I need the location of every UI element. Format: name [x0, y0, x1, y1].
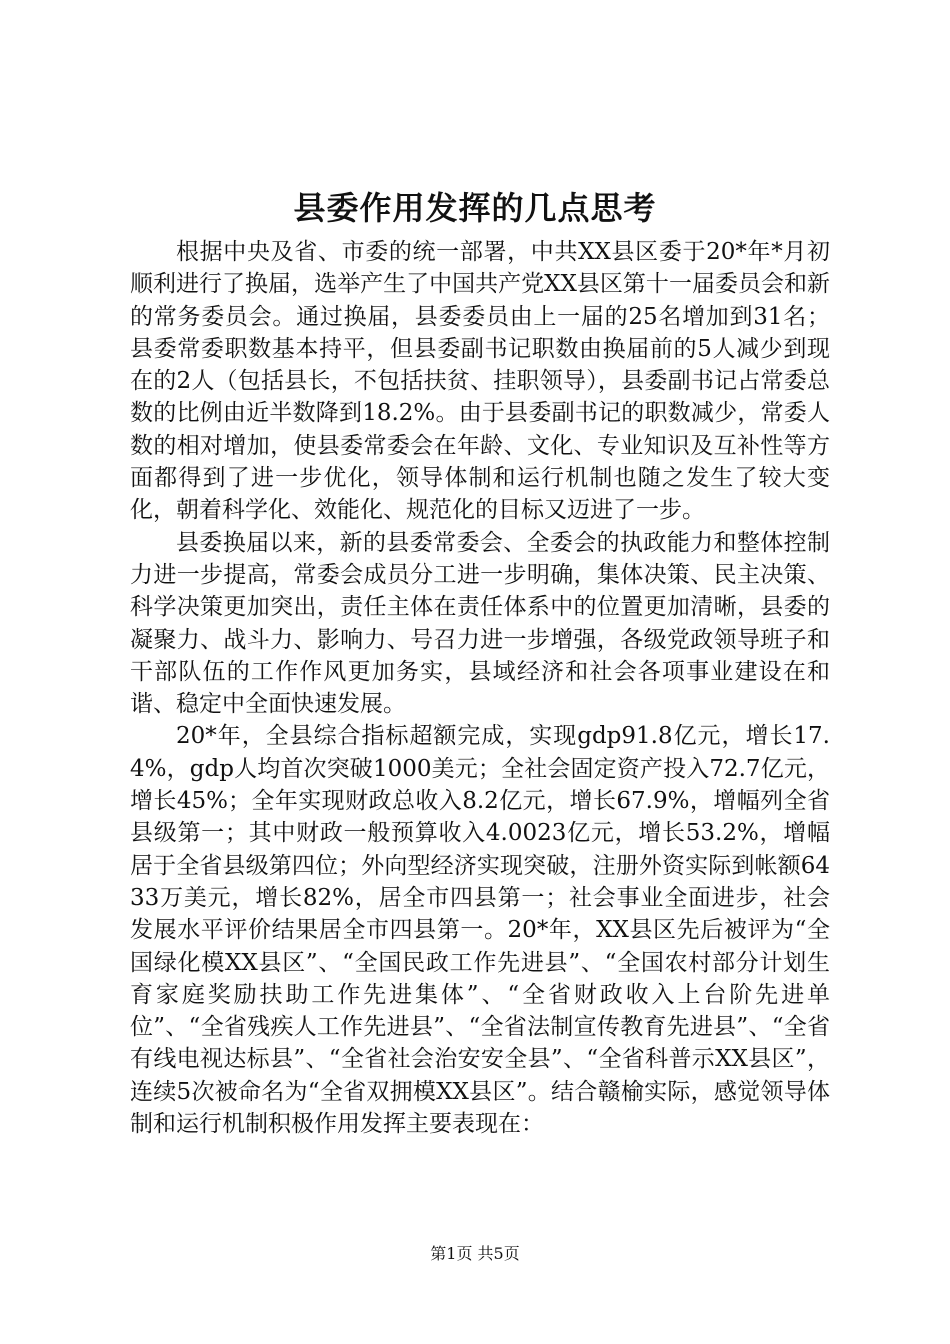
paragraph-3: 20*年，全县综合指标超额完成，实现gdp91.8亿元，增长17.4%，gdp人均首次突破1000美元；全社会固定资产投入72.7亿元，增长45%；全年实现财政总收入8.2亿元，增长67.9%，增幅列全省县级第一；其中财政一般预算收入4.0023亿元，增长53.2%，增幅居于全省县级第四位；外向型经济实现突破，注册外资实际到帐额6433万美元，增长82%，居全市四县第一；社会事业全面进步，社会发展水平评价结果居全市四县第一。20*年，XX县区先后被评为“全国绿化模XX县区”、“全国民政工作先进县”、“全国农村部分计划生育家庭奖励扶助工作先进集体”、“全省财政收入上台阶先进单位”、“全省残疾人工作先进县”、“全省法制宣传教育先进县”、“全省有线电视达标县”、“全省社会治安安全县”、“全省科普示XX县区”，连续5次被命名为“全省双拥模XX县区”。结合赣榆实际，感觉领导体制和运行机制积极作用发挥主要表现在：: [130, 723, 830, 1138]
paragraph-2: 县委换届以来，新的县委常委会、全委会的执政能力和整体控制力进一步提高，常委会成员分工进一步明确，集体决策、民主决策、科学决策更加突出，责任主体在责任体系中的位置更加清晰，县委的凝聚力、战斗力、影响力、号召力进一步增强，各级党政领导班子和干部队伍的工作作风更加务实，县域经济和社会各项事业建设在和谐、稳定中全面快速发展。: [130, 529, 830, 718]
page-number-footer: 第1页 共5页: [430, 1244, 520, 1263]
paragraph-1: 根据中央及省、市委的统一部署，中共XX县区委于20*年*月初顺利进行了换届，选举产生了中国共产党XX县区第十一届委员会和新的常务委员会。通过换届，县委委员由上一届的25名增加到31名；县委常委职数基本持平，但县委副书记职数由换届前的5人减少到现在的2人（包括县长，不包括扶贫、挂职领导），县委副书记占常委总数的比例由近半数降到18.2%。由于县委副书记的职数减少，常委人数的相对增加，使县委常委会在年龄、文化、专业知识及互补性等方面都得到了进一步优化，领导体制和运行机制也随之发生了较大变化，朝着科学化、效能化、规范化的目标又迈进了一步。: [130, 239, 830, 524]
document-body: [130, 236, 830, 1140]
document-title: 县委作用发挥的几点思考: [293, 189, 657, 227]
